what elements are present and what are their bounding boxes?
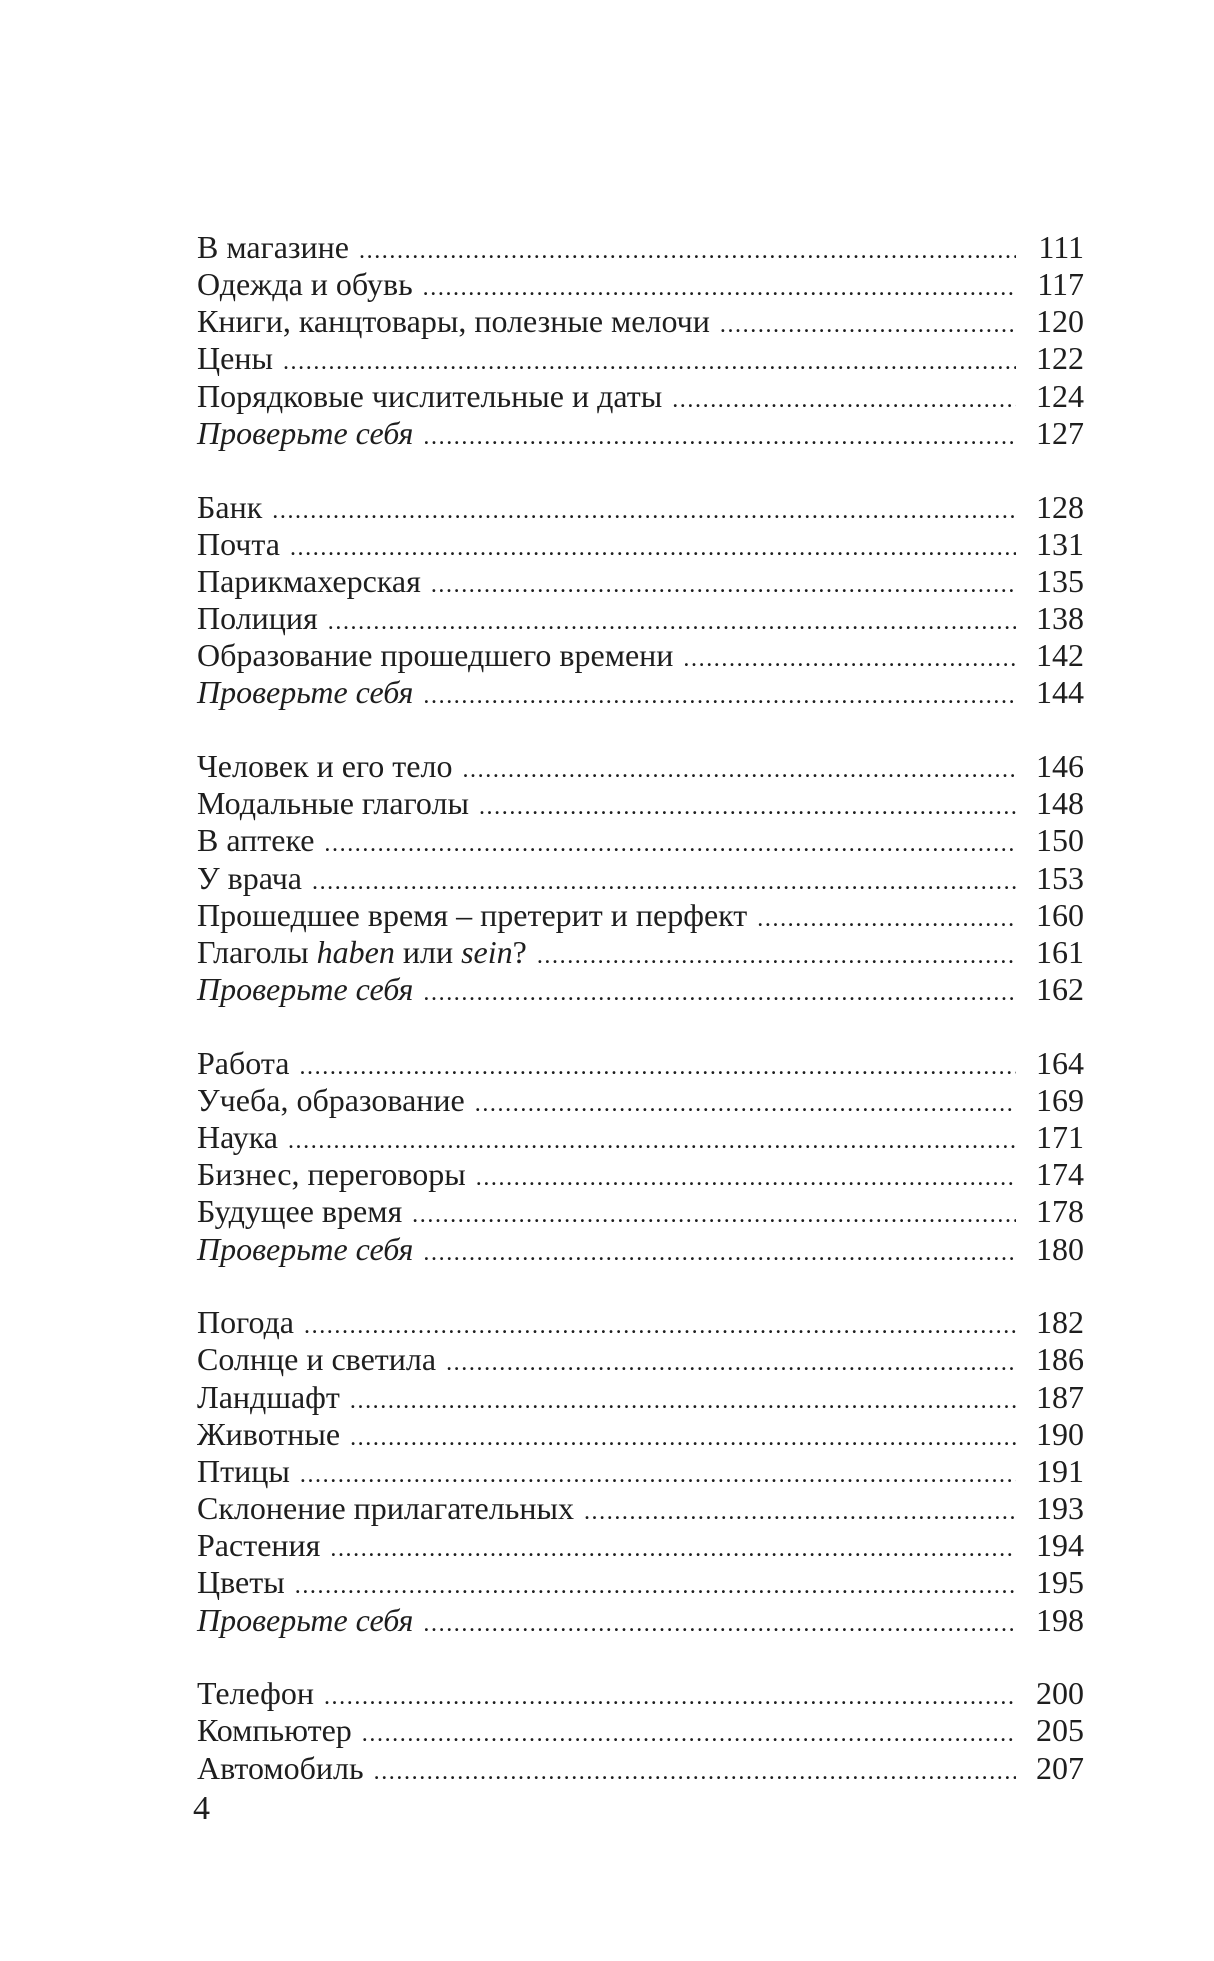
- dot-leader: [362, 1716, 1016, 1753]
- toc-entry-page: 150: [1036, 822, 1084, 859]
- toc-entry-page: 138: [1036, 600, 1084, 636]
- toc-entry-page: 186: [1036, 1341, 1084, 1378]
- dot-leader: [446, 1345, 1016, 1382]
- toc-entry-self-check[interactable]: [197, 1231, 1084, 1268]
- toc-entry-title: Птицы: [197, 1452, 290, 1489]
- toc-entry-title: Образование прошедшего времени: [197, 637, 674, 674]
- dot-leader: [412, 1197, 1016, 1234]
- toc-entry[interactable]: [197, 378, 1084, 415]
- toc-section-services: [197, 489, 1084, 712]
- toc-entry-title: Проверьте себя: [197, 1230, 414, 1267]
- toc-entry-title: Проверьте себя: [197, 674, 414, 711]
- toc-entry-title: Растения: [197, 1527, 321, 1564]
- toc-entry-title: У врача: [197, 859, 302, 896]
- toc-entry[interactable]: [197, 1045, 1084, 1082]
- toc-entry-page: 124: [1036, 377, 1084, 414]
- toc-entry-self-check[interactable]: [197, 674, 1084, 711]
- toc-section-shopping: [197, 229, 1084, 452]
- toc-entry-title: Проверьте себя: [197, 414, 414, 451]
- dot-leader: [324, 1679, 1016, 1716]
- dot-leader: [423, 975, 1016, 1012]
- toc-section-work: [197, 1045, 1084, 1268]
- toc-entry-title: В магазине: [197, 229, 349, 265]
- toc-entry-title: Телефон: [197, 1675, 314, 1712]
- dot-leader: [359, 233, 1016, 270]
- toc-entry-page: 117: [1037, 266, 1084, 303]
- toc-entry-page: 178: [1036, 1193, 1084, 1230]
- toc-entry-page: 187: [1036, 1378, 1084, 1415]
- toc-entry-page: 180: [1036, 1230, 1084, 1267]
- dot-leader: [423, 270, 1016, 307]
- dot-leader: [312, 864, 1016, 901]
- toc-entry-title: Одежда и обувь: [197, 266, 413, 303]
- toc-entry-page: 194: [1036, 1527, 1084, 1564]
- dot-leader: [324, 826, 1016, 863]
- toc-entry-title: Прошедшее время – претерит и перфект: [197, 896, 748, 933]
- title-text: Глаголы: [197, 933, 317, 970]
- toc-entry-page: 190: [1036, 1415, 1084, 1452]
- toc-entry-page: 146: [1036, 748, 1084, 785]
- dot-leader: [304, 1308, 1016, 1345]
- page-number: 4: [193, 1790, 210, 1827]
- toc-entry-page: 142: [1036, 637, 1084, 674]
- toc-entry[interactable]: [197, 1675, 1084, 1712]
- toc-entry[interactable]: [197, 748, 1084, 785]
- toc-entry-title: Человек и его тело: [197, 748, 453, 785]
- toc-entry-title: Цветы: [197, 1564, 285, 1601]
- dot-leader: [350, 1383, 1016, 1420]
- toc-entry-page: 122: [1036, 340, 1084, 377]
- toc-entry[interactable]: [197, 489, 1084, 526]
- toc-entry-page: 164: [1036, 1044, 1084, 1081]
- dot-leader: [283, 344, 1016, 381]
- toc-entry[interactable]: [197, 1119, 1084, 1156]
- toc-entry-self-check[interactable]: [197, 971, 1084, 1008]
- toc-entry[interactable]: [197, 229, 1084, 266]
- dot-leader: [584, 1494, 1016, 1531]
- toc-entry-page: 198: [1036, 1601, 1084, 1638]
- toc-entry-page: 153: [1036, 859, 1084, 896]
- toc-entry-title: Модальные глаголы: [197, 785, 469, 822]
- dot-leader: [290, 530, 1016, 567]
- toc-entry[interactable]: [197, 1379, 1084, 1416]
- toc-entry-title: Автомобиль: [197, 1749, 364, 1786]
- dot-leader: [295, 1568, 1016, 1605]
- toc-entry[interactable]: [197, 1490, 1084, 1527]
- dot-leader: [350, 1420, 1016, 1457]
- toc-entry[interactable]: [197, 1527, 1084, 1564]
- toc-entry[interactable]: [197, 1193, 1084, 1230]
- toc-entry-title: Ландшафт: [197, 1378, 340, 1415]
- dot-leader: [423, 1606, 1016, 1643]
- dot-leader: [462, 752, 1016, 789]
- dot-leader: [374, 1754, 1016, 1791]
- dot-leader: [330, 1531, 1016, 1568]
- toc-entry-page: 160: [1036, 896, 1084, 933]
- dot-leader: [272, 493, 1016, 530]
- dot-leader: [683, 641, 1016, 678]
- toc-entry[interactable]: [197, 822, 1084, 859]
- toc-entry[interactable]: [197, 934, 1084, 971]
- toc-entry-page: 128: [1036, 488, 1084, 525]
- toc-entry[interactable]: [197, 1304, 1084, 1341]
- toc-entry-title: Полиция: [197, 600, 318, 636]
- dot-leader: [757, 901, 1016, 938]
- toc-entry-title: Парикмахерская: [197, 562, 421, 599]
- dot-leader: [423, 419, 1016, 456]
- title-text: или: [394, 933, 462, 970]
- toc-entry-page: 191: [1036, 1452, 1084, 1489]
- toc-entry-page: 205: [1036, 1712, 1084, 1749]
- toc-entry[interactable]: [197, 1082, 1084, 1119]
- dot-leader: [475, 1086, 1016, 1123]
- toc-entry-page: 200: [1036, 1675, 1084, 1712]
- dot-leader: [299, 1049, 1016, 1086]
- toc-entry[interactable]: [197, 1564, 1084, 1601]
- toc-entry-page: 135: [1036, 562, 1084, 599]
- title-emphasis: sein: [461, 933, 513, 970]
- toc-entry[interactable]: [197, 600, 1084, 637]
- toc-entry[interactable]: [197, 1750, 1084, 1787]
- toc-entry-title: Банк: [197, 488, 263, 525]
- toc-entry-title: В аптеке: [197, 822, 315, 859]
- table-of-contents: [197, 229, 1084, 1823]
- toc-entry[interactable]: [197, 637, 1084, 674]
- dot-leader: [672, 382, 1016, 419]
- dot-leader: [423, 678, 1016, 715]
- toc-section-technology: [197, 1675, 1084, 1786]
- toc-section-health: [197, 748, 1084, 1008]
- toc-entry-title: Цены: [197, 340, 273, 377]
- toc-entry-title: [197, 934, 527, 971]
- toc-entry-self-check[interactable]: [197, 1602, 1084, 1639]
- toc-entry-page: 207: [1036, 1749, 1084, 1786]
- toc-entry-page: 182: [1036, 1304, 1084, 1341]
- toc-entry-page: 162: [1036, 971, 1084, 1007]
- dot-leader: [300, 1457, 1016, 1494]
- toc-entry-title: Проверьте себя: [197, 1601, 414, 1638]
- toc-entry-page: 131: [1036, 525, 1084, 562]
- toc-entry[interactable]: [197, 563, 1084, 600]
- toc-entry[interactable]: [197, 1341, 1084, 1378]
- dot-leader: [288, 1123, 1016, 1160]
- toc-entry[interactable]: [197, 785, 1084, 822]
- title-emphasis: haben: [316, 933, 395, 970]
- toc-entry-page: 171: [1036, 1119, 1084, 1156]
- dot-leader: [423, 1235, 1016, 1272]
- toc-entry[interactable]: [197, 526, 1084, 563]
- toc-entry-title: Наука: [197, 1119, 278, 1156]
- toc-entry-title: Животные: [197, 1415, 341, 1452]
- toc-entry[interactable]: [197, 1453, 1084, 1490]
- toc-entry-self-check[interactable]: [197, 415, 1084, 452]
- dot-leader: [537, 938, 1016, 975]
- toc-entry-page: 161: [1036, 933, 1084, 970]
- toc-entry-page: 193: [1036, 1490, 1084, 1527]
- toc-entry-page: 127: [1036, 414, 1084, 451]
- toc-entry-page: 144: [1036, 674, 1084, 711]
- dot-leader: [479, 789, 1016, 826]
- dot-leader: [328, 604, 1016, 641]
- toc-entry-page: 148: [1036, 785, 1084, 822]
- toc-entry-title: Погода: [197, 1304, 294, 1341]
- toc-entry-page: 169: [1036, 1081, 1084, 1118]
- toc-entry-title: Бизнес, переговоры: [197, 1156, 466, 1193]
- toc-entry[interactable]: [197, 303, 1084, 340]
- toc-entry-title: Работа: [197, 1044, 290, 1081]
- toc-entry-page: 174: [1036, 1156, 1084, 1193]
- toc-entry[interactable]: [197, 266, 1084, 303]
- toc-entry[interactable]: [197, 897, 1084, 934]
- dot-leader: [720, 307, 1016, 344]
- toc-entry-title: Порядковые числительные и даты: [197, 377, 663, 414]
- toc-entry[interactable]: [197, 1712, 1084, 1749]
- toc-entry-title: Почта: [197, 525, 280, 562]
- toc-entry-title: Проверьте себя: [197, 971, 414, 1007]
- toc-entry[interactable]: [197, 1156, 1084, 1193]
- toc-entry-title: Солнце и светила: [197, 1341, 437, 1378]
- toc-section-nature: [197, 1304, 1084, 1638]
- toc-entry-page: 195: [1036, 1564, 1084, 1601]
- toc-entry-title: Учеба, образование: [197, 1081, 465, 1118]
- toc-entry[interactable]: [197, 1416, 1084, 1453]
- toc-entry-title: Склонение прилагательных: [197, 1490, 574, 1527]
- toc-entry[interactable]: [197, 340, 1084, 377]
- toc-entry-page: 111: [1038, 229, 1084, 265]
- toc-entry[interactable]: [197, 860, 1084, 897]
- toc-entry-page: 120: [1036, 303, 1084, 340]
- toc-entry-title: Книги, канцтовары, полезные мелочи: [197, 303, 710, 340]
- dot-leader: [476, 1160, 1016, 1197]
- toc-entry-title: Компьютер: [197, 1712, 352, 1749]
- title-text: ?: [512, 933, 527, 970]
- dot-leader: [431, 567, 1016, 604]
- toc-entry-title: Будущее время: [197, 1193, 403, 1230]
